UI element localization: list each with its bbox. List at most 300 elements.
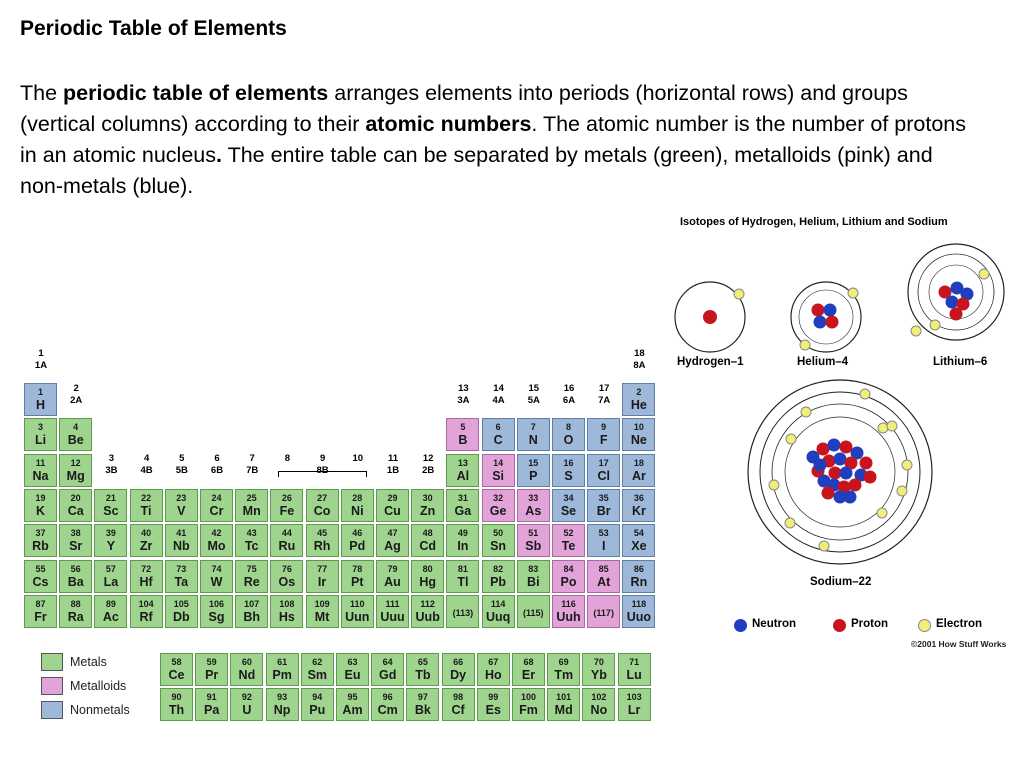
atomic-number: 12 xyxy=(70,457,81,468)
atomic-number: 108 xyxy=(279,598,295,609)
element-cell xyxy=(411,489,444,522)
element-cell xyxy=(446,489,479,522)
element-symbol: Mg xyxy=(66,468,85,483)
element-cell xyxy=(622,524,655,557)
atomic-number: 88 xyxy=(70,598,81,609)
atomic-number: 93 xyxy=(277,692,288,702)
group-subtitle: 1B xyxy=(386,465,400,476)
element-symbol: Au xyxy=(384,574,401,589)
proton-icon xyxy=(703,310,717,324)
element-symbol: Uub xyxy=(415,609,440,624)
element-symbol: W xyxy=(210,574,223,589)
element-symbol: Xe xyxy=(631,539,647,554)
atomic-number: 110 xyxy=(350,598,365,609)
atomic-number: 73 xyxy=(176,563,187,574)
group-number: 12 xyxy=(422,453,434,464)
element-cell xyxy=(482,560,515,593)
element-cell xyxy=(442,688,475,721)
atomic-number: 44 xyxy=(281,528,292,539)
element-cell xyxy=(547,688,580,721)
element-symbol: P xyxy=(529,468,538,483)
atomic-number: 107 xyxy=(244,598,260,609)
neutron-icon xyxy=(734,619,747,632)
element-cell xyxy=(94,524,127,557)
element-cell xyxy=(130,595,163,628)
atomic-number: 80 xyxy=(422,563,433,574)
element-cell xyxy=(94,489,127,522)
element-cell xyxy=(411,560,444,593)
atomic-number: 86 xyxy=(633,563,644,574)
element-symbol: K xyxy=(35,503,46,518)
atomic-number: 34 xyxy=(563,492,574,503)
atomic-number: 85 xyxy=(598,563,609,574)
element-cell xyxy=(582,688,615,721)
neutron-icon xyxy=(828,439,841,452)
element-symbol: Os xyxy=(278,574,296,589)
element-symbol: Sb xyxy=(525,539,542,554)
atomic-number: 10 xyxy=(633,422,644,433)
element-symbol: Gd xyxy=(379,668,397,682)
atomic-number: 66 xyxy=(453,657,464,667)
atomic-number: 54 xyxy=(633,528,644,539)
atomic-number: 65 xyxy=(417,657,428,667)
element-symbol: Tb xyxy=(415,668,431,682)
atomic-number: 74 xyxy=(211,563,222,574)
element-cell xyxy=(24,383,57,416)
element-symbol: Yb xyxy=(590,668,607,682)
group-label xyxy=(376,453,410,477)
atomic-number: 28 xyxy=(352,492,363,503)
atomic-number: 50 xyxy=(493,528,504,539)
element-cell xyxy=(552,454,585,487)
atomic-number: 36 xyxy=(633,492,644,503)
group-label xyxy=(446,383,480,407)
atomic-number: 77 xyxy=(317,563,328,574)
group-number: 8 xyxy=(284,453,291,464)
element-symbol: Pu xyxy=(309,703,326,717)
element-cell xyxy=(442,653,475,686)
element-cell xyxy=(587,489,620,522)
element-cell xyxy=(512,653,545,686)
atomic-number: 32 xyxy=(493,492,504,503)
atomic-number: 31 xyxy=(457,492,468,503)
element-cell xyxy=(587,418,620,451)
proton-icon xyxy=(864,471,877,484)
element-cell xyxy=(230,653,263,686)
element-cell xyxy=(230,688,263,721)
para-text-2: arranges elements into periods (horizontal rows) and groups (vertical columns) according to their xyxy=(20,81,908,136)
element-symbol: Lu xyxy=(626,668,642,682)
atomic-number: 14 xyxy=(493,457,504,468)
element-cell xyxy=(376,595,409,628)
element-symbol: No xyxy=(590,703,608,717)
atomic-number: 15 xyxy=(528,457,539,468)
atomic-number: 59 xyxy=(206,657,217,667)
element-cell xyxy=(306,595,339,628)
element-symbol: Sr xyxy=(69,539,83,554)
element-cell xyxy=(235,595,268,628)
atomic-number: 105 xyxy=(173,598,189,609)
atomic-number: 90 xyxy=(171,692,182,702)
atomic-number: 5 xyxy=(460,422,466,433)
group-label xyxy=(165,453,199,477)
atomic-number: 47 xyxy=(387,528,398,539)
group-label xyxy=(130,453,164,477)
atomic-number: 75 xyxy=(246,563,257,574)
element-symbol: Zr xyxy=(139,539,153,554)
element-cell xyxy=(582,653,615,686)
atomic-number: 116 xyxy=(561,598,576,609)
element-cell xyxy=(165,489,198,522)
element-symbol: Db xyxy=(172,609,190,624)
element-symbol: (117) xyxy=(593,607,614,618)
atomic-number: 27 xyxy=(317,492,328,503)
group-subtitle: 7A xyxy=(598,395,611,406)
element-symbol: Si xyxy=(492,468,504,483)
atomic-number: 18 xyxy=(633,457,644,468)
element-symbol: As xyxy=(525,503,542,518)
group-label xyxy=(59,383,93,407)
atomic-number: 99 xyxy=(488,692,499,702)
page-title: Periodic Table of Elements xyxy=(20,17,287,40)
atomic-number: 1 xyxy=(37,387,43,397)
element-symbol: Po xyxy=(560,574,577,589)
atomic-number: 2 xyxy=(636,387,642,397)
atomic-number: 89 xyxy=(105,598,116,609)
label-hydrogen-1: Hydrogen–1 xyxy=(677,356,744,368)
element-cell xyxy=(622,595,655,628)
element-cell xyxy=(552,595,585,628)
element-cell xyxy=(94,595,127,628)
group-number: 11 xyxy=(387,453,399,464)
element-symbol: S xyxy=(564,468,573,483)
atomic-number: 57 xyxy=(105,563,116,574)
para-text-1: The xyxy=(20,81,64,105)
element-cell xyxy=(446,524,479,557)
element-symbol: Rb xyxy=(32,539,49,554)
element-symbol: (113) xyxy=(452,607,474,618)
neutron-icon xyxy=(814,459,827,472)
element-symbol: V xyxy=(177,503,186,518)
element-symbol: Mo xyxy=(207,539,226,554)
element-cell xyxy=(376,489,409,522)
element-cell xyxy=(552,489,585,522)
element-cell xyxy=(406,653,439,686)
element-symbol: Br xyxy=(596,503,611,518)
element-cell xyxy=(482,418,515,451)
element-cell xyxy=(59,418,92,451)
element-symbol: Es xyxy=(485,703,501,717)
element-cell xyxy=(512,688,545,721)
element-cell xyxy=(266,653,299,686)
element-cell xyxy=(130,560,163,593)
group-number: 13 xyxy=(458,383,469,394)
element-cell xyxy=(587,524,620,557)
element-cell xyxy=(552,560,585,593)
atomic-number: 8 xyxy=(565,422,571,433)
element-symbol: Y xyxy=(106,539,116,554)
group-number: 2 xyxy=(73,383,79,394)
atomic-number: 11 xyxy=(35,457,46,468)
element-cell xyxy=(270,489,303,522)
atomic-number: 111 xyxy=(385,598,400,609)
element-cell xyxy=(517,524,550,557)
element-symbol: Sn xyxy=(490,539,507,554)
element-cell xyxy=(306,524,339,557)
element-cell xyxy=(587,595,620,628)
key-proton: Proton xyxy=(851,618,889,630)
element-symbol: Pb xyxy=(490,574,507,589)
element-symbol: Hf xyxy=(139,574,153,589)
lithium-atom xyxy=(908,244,1004,340)
group-subtitle: 2B xyxy=(422,465,435,476)
element-cell xyxy=(130,489,163,522)
group-label xyxy=(235,453,269,477)
legend-label-metals: Metals xyxy=(70,655,107,669)
atomic-number: 104 xyxy=(138,598,154,609)
element-cell xyxy=(341,595,374,628)
group-number: 18 xyxy=(634,348,645,359)
element-cell xyxy=(200,524,233,557)
group-label xyxy=(200,453,234,477)
atomic-number: 58 xyxy=(171,657,182,667)
element-symbol: Cf xyxy=(451,703,465,717)
element-cell xyxy=(94,560,127,593)
element-cell xyxy=(517,489,550,522)
element-cell xyxy=(130,524,163,557)
proton-icon xyxy=(860,457,873,470)
atomic-number: 81 xyxy=(457,563,468,574)
element-symbol: Ba xyxy=(67,574,84,589)
atomic-number: 20 xyxy=(70,492,81,503)
element-cell xyxy=(270,560,303,593)
group-number: 3 xyxy=(108,453,115,464)
element-symbol: Ce xyxy=(168,668,185,682)
element-cell xyxy=(59,454,92,487)
para-bold-2: atomic numbers xyxy=(365,112,532,136)
element-cell xyxy=(306,489,339,522)
atomic-number: 55 xyxy=(35,563,46,574)
element-cell xyxy=(482,595,515,628)
atomic-number: 72 xyxy=(141,563,152,574)
atomic-number: 53 xyxy=(598,528,609,539)
element-symbol: Pr xyxy=(205,668,219,682)
element-cell xyxy=(622,489,655,522)
atomic-number: 68 xyxy=(523,657,534,667)
atomic-number: 60 xyxy=(241,657,252,667)
element-symbol: Uun xyxy=(345,609,370,624)
atomic-number: 118 xyxy=(631,598,647,609)
atomic-number: 6 xyxy=(495,422,501,433)
element-symbol: Hg xyxy=(419,574,437,589)
element-cell xyxy=(235,524,268,557)
element-symbol: Mt xyxy=(314,609,330,624)
element-cell xyxy=(517,595,550,628)
element-symbol: Ir xyxy=(317,574,327,589)
element-cell xyxy=(618,653,651,686)
atomic-number: 62 xyxy=(312,657,323,667)
hydrogen-atom xyxy=(675,282,745,352)
element-cell xyxy=(482,454,515,487)
element-symbol: At xyxy=(597,574,611,589)
atomic-number: 114 xyxy=(490,598,506,609)
atomic-number: 103 xyxy=(626,692,642,702)
para-text-3: . The atomic number is the number of protons in an atomic nucleus xyxy=(20,112,967,167)
atomic-number: 83 xyxy=(528,563,539,574)
atomic-number: 35 xyxy=(598,492,609,503)
label-lithium-6: Lithium–6 xyxy=(933,356,988,368)
element-symbol: Uuq xyxy=(485,609,511,624)
atomic-number: 96 xyxy=(382,692,393,702)
element-cell xyxy=(446,560,479,593)
element-symbol: Ra xyxy=(67,609,84,624)
group-number: 15 xyxy=(528,383,540,394)
group-subtitle: 8A xyxy=(633,360,646,371)
element-symbol: Ta xyxy=(174,574,189,589)
element-symbol: In xyxy=(457,539,469,554)
element-symbol: Li xyxy=(34,433,47,448)
isotopes-title: Isotopes of Hydrogen, Helium, Lithium and Sodium xyxy=(680,216,948,228)
group-number: 10 xyxy=(352,453,364,464)
element-symbol: Dy xyxy=(450,668,467,682)
element-cell xyxy=(59,595,92,628)
group-subtitle: 6A xyxy=(562,395,576,406)
group-label xyxy=(411,453,445,477)
element-cell xyxy=(165,595,198,628)
element-cell xyxy=(477,653,510,686)
atomic-number: 3 xyxy=(37,422,43,433)
element-cell xyxy=(160,653,193,686)
element-symbol: Al xyxy=(456,468,470,483)
atomic-number: 98 xyxy=(453,692,464,702)
group-subtitle: 3B xyxy=(105,465,118,476)
element-cell xyxy=(622,454,655,487)
element-symbol: Bh xyxy=(243,609,261,624)
element-cell xyxy=(24,489,57,522)
element-symbol: Th xyxy=(168,703,185,717)
element-cell xyxy=(200,560,233,593)
element-cell xyxy=(301,653,334,686)
atomic-number: 100 xyxy=(520,692,537,702)
atomic-number: 7 xyxy=(530,422,536,433)
element-cell xyxy=(477,688,510,721)
element-symbol: B xyxy=(458,433,468,448)
element-cell xyxy=(517,454,550,487)
group-number: 16 xyxy=(563,383,575,394)
element-cell xyxy=(618,688,651,721)
element-cell xyxy=(165,524,198,557)
element-cell xyxy=(200,489,233,522)
group-number: 14 xyxy=(493,383,504,394)
group-label xyxy=(622,348,656,372)
element-symbol: Cs xyxy=(32,574,49,589)
element-symbol: Tm xyxy=(554,668,574,682)
element-symbol: Uuh xyxy=(556,609,581,624)
atomic-number: 13 xyxy=(457,457,468,468)
element-symbol: La xyxy=(103,574,119,589)
element-symbol: Te xyxy=(561,539,576,554)
neutron-icon xyxy=(840,467,853,480)
element-symbol: Sm xyxy=(307,668,328,682)
element-symbol: Ag xyxy=(384,539,401,554)
element-symbol: Rh xyxy=(313,539,331,554)
group-number: 4 xyxy=(143,453,150,464)
element-symbol: U xyxy=(242,703,252,717)
element-cell xyxy=(24,560,57,593)
element-symbol: Rf xyxy=(139,609,153,624)
element-symbol: Tl xyxy=(457,574,469,589)
element-cell xyxy=(24,524,57,557)
element-cell xyxy=(59,560,92,593)
atomic-number: 17 xyxy=(598,457,609,468)
para-text-4: The entire table can be separated by metals (green), metalloids (pink) and non-metals (blue). xyxy=(20,143,933,198)
group-subtitle: 5B xyxy=(175,465,188,476)
element-symbol: He xyxy=(630,398,647,412)
group-subtitle: 8B xyxy=(316,465,329,476)
element-symbol: Sc xyxy=(103,503,119,518)
helium-atom xyxy=(791,282,861,352)
group-number: 9 xyxy=(319,453,326,464)
key-neutron: Neutron xyxy=(752,618,797,630)
atomic-number: 9 xyxy=(601,422,607,433)
element-cell xyxy=(24,418,57,451)
element-cell xyxy=(341,524,374,557)
group-label xyxy=(552,383,586,407)
element-cell xyxy=(371,653,404,686)
element-symbol: Re xyxy=(243,574,260,589)
atomic-number: 79 xyxy=(387,563,398,574)
element-symbol: Ac xyxy=(102,609,119,624)
legend-swatch-metals xyxy=(41,653,63,671)
element-symbol: Nd xyxy=(238,668,256,682)
group-subtitle: 1A xyxy=(34,360,48,371)
atomic-number: 33 xyxy=(528,492,539,503)
group-subtitle: 4B xyxy=(140,465,153,476)
element-cell xyxy=(547,653,580,686)
atomic-number: 29 xyxy=(387,492,398,503)
group-8b-bracket xyxy=(278,471,366,477)
proton-icon xyxy=(849,479,862,492)
element-cell xyxy=(235,560,268,593)
group-label xyxy=(24,348,58,372)
element-cell xyxy=(270,595,303,628)
element-cell xyxy=(195,653,228,686)
element-symbol: Lr xyxy=(627,703,641,717)
atomic-number: 102 xyxy=(591,692,607,702)
element-symbol: Cl xyxy=(597,468,610,483)
element-symbol: Np xyxy=(273,703,291,717)
element-symbol: Cr xyxy=(209,503,224,518)
atomic-number: 22 xyxy=(141,492,152,503)
copyright: ©2001 How Stuff Works xyxy=(911,639,1007,649)
element-symbol: Rn xyxy=(630,574,648,589)
group-number: 5 xyxy=(179,453,185,464)
element-cell xyxy=(517,418,550,451)
element-cell xyxy=(59,489,92,522)
element-symbol: F xyxy=(599,433,608,448)
element-symbol: Bk xyxy=(414,703,431,717)
group-subtitle: 4A xyxy=(492,395,505,406)
element-symbol: Er xyxy=(521,668,536,682)
atomic-number: 61 xyxy=(277,657,288,667)
element-symbol: Fe xyxy=(279,503,295,518)
atomic-number: 42 xyxy=(211,528,222,539)
para-bold-3: . xyxy=(216,143,222,167)
element-cell xyxy=(336,688,369,721)
element-symbol: Ga xyxy=(454,503,472,518)
element-symbol: Uuo xyxy=(626,609,652,624)
group-subtitle: 2A xyxy=(70,395,83,406)
